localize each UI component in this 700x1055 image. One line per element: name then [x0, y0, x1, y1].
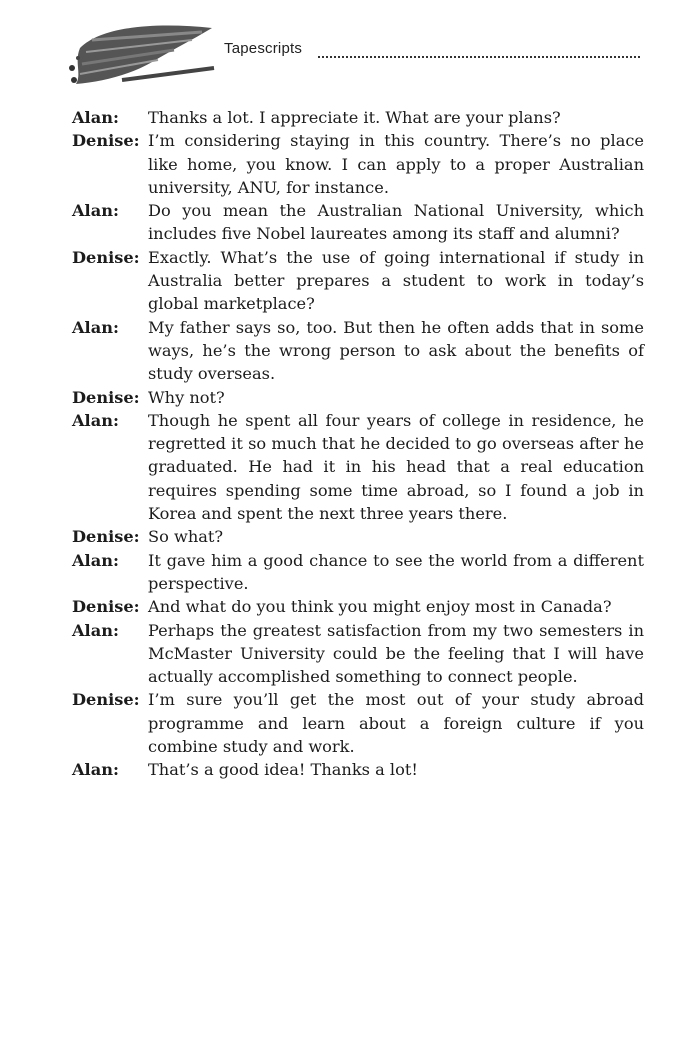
utterance-text: Thanks a lot. I appreciate it. What are your plans? — [148, 108, 561, 127]
speaker-name: Alan: — [72, 620, 119, 640]
utterance-text: I’m considering staying in this country. There’s no place like home, you know. I can apply to a proper Australian university, ANU, for instance. — [148, 131, 644, 197]
speaker-name: Alan: — [72, 108, 119, 127]
utterance-text: Though he spent all four years of college in residence, he regretted it so much that he decided to go overseas after he graduated. He had it in his head that a real education requires spending some time abroad, so I found a job in Korea and spent the next three years there. — [148, 410, 644, 524]
dialogue-line — [72, 595, 644, 618]
dialogue-line — [72, 549, 644, 596]
dialogue-line — [72, 316, 644, 386]
dialogue-line — [72, 758, 644, 781]
brush-stroke-logo-icon — [62, 18, 222, 90]
utterance-text: It gave him a good chance to see the world from a different perspective. — [148, 550, 644, 593]
dialogue-line — [72, 525, 644, 548]
dialogue-line — [72, 246, 644, 316]
utterance-text: Perhaps the greatest satisfaction from my two semesters in McMaster University could be the feeling that I will have actually accomplished something to connect people. — [148, 620, 644, 687]
speaker-name: Denise: — [72, 247, 140, 267]
speaker-name: Alan: — [72, 317, 119, 337]
utterance-text: Exactly. What’s the use of going international if study in Australia better prepares a student to work in today’s global marketplace? — [148, 247, 644, 314]
page-title: Tapescripts — [224, 40, 303, 57]
speaker-name: Alan: — [72, 550, 119, 570]
utterance-text: So what? — [148, 527, 224, 547]
page-header — [0, 0, 700, 100]
dialogue-line — [72, 688, 644, 758]
speaker-name: Denise: — [72, 131, 140, 151]
speaker-name: Denise: — [72, 597, 140, 617]
dialogue-line — [72, 619, 644, 689]
dialogue-line — [72, 386, 644, 409]
utterance-text: My father says so, too. But then he often adds that in some ways, he’s the wrong person to ask about the benefits of study overseas. — [148, 317, 644, 384]
speaker-name: Denise: — [72, 387, 140, 407]
utterance-text: That’s a good idea! Thanks a lot! — [148, 760, 418, 780]
dialogue-line — [72, 199, 644, 246]
dialogue-line — [72, 129, 644, 199]
speaker-name: Alan: — [72, 760, 119, 780]
speaker-name: Denise: — [72, 690, 140, 710]
dialogue-line — [72, 106, 644, 129]
utterance-text: I’m sure you’ll get the most out of your study abroad programme and learn about a foreign culture if you combine study and work. — [148, 690, 644, 757]
dialogue-line — [72, 409, 644, 525]
dotted-rule — [318, 56, 640, 58]
speaker-name: Alan: — [72, 201, 119, 221]
dialogue-transcript — [72, 106, 644, 782]
speaker-name: Denise: — [72, 527, 140, 547]
speaker-name: Alan: — [72, 410, 119, 430]
utterance-text: Do you mean the Australian National University, which includes five Nobel laureates among its staff and alumni? — [148, 201, 644, 244]
utterance-text: And what do you think you might enjoy most in Canada? — [148, 597, 612, 617]
utterance-text: Why not? — [148, 387, 225, 407]
